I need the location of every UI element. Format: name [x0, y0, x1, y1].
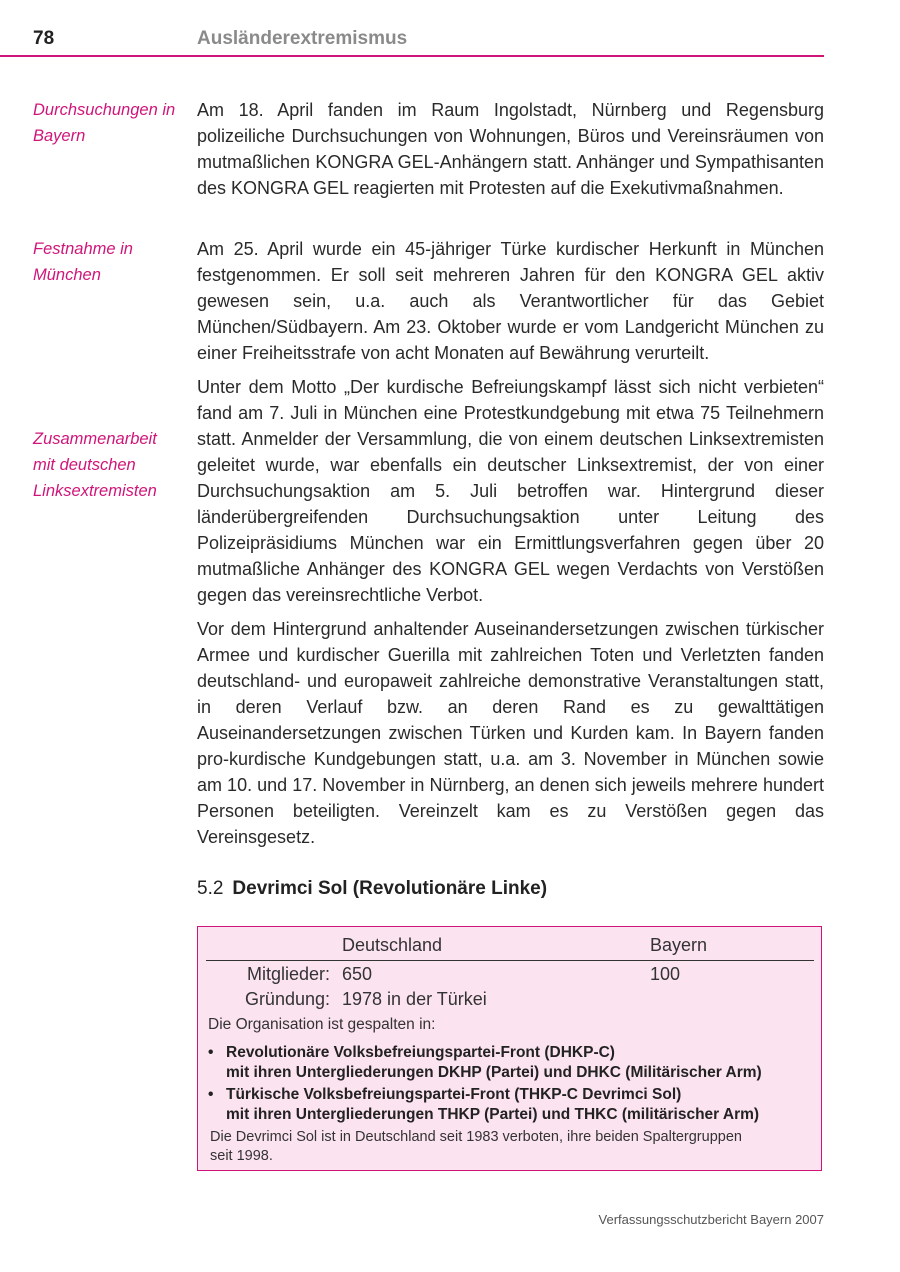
list-item-line2: mit ihren Untergliederungen THKP (Partei) und THKC (militärischer Arm): [226, 1106, 760, 1123]
paragraph-durchsuchungen: Am 18. April fanden im Raum Ingolstadt, Nürnberg und Regensburg polizeiliche Durchsuchungen von Wohnungen, Büros und Vereinsräumen von mutmaßlichen KONGRA GEL-Anhängern statt. Anhänger und Sympathisanten des KONGRA GEL reagierten mit Protesten auf die Exekutivmaßnahmen.: [197, 100, 824, 198]
chapter-title: Ausländerextremismus: [197, 28, 408, 49]
members-bavaria: 100: [650, 964, 681, 984]
founding-value: 1978 in der Türkei: [342, 989, 487, 1009]
members-germany: 650: [342, 964, 373, 984]
paragraph-protestkundgebung: Unter dem Motto „Der kurdische Befreiungskampf lässt sich nicht verbieten“ fand am 7. Juli in München eine Protestkundgebung mit etwa 75 Teilnehmern statt. Anmelder der Versammlung, die von einem deutschen Linksextremisten geleitet wurde, war ebenfalls ein deutscher Linksextremist, der von einer Durchsuchungsaktion am 5. Juli betroffen war. Hintergrund dieser länderübergreifenden Durchsuchungsaktion unter Leitung des Polizeipräsidiums München war ein Ermittlungsverfahren gegen über 20 mutmaßliche Anhänger des KONGRA GEL wegen Verdachts von Verstößen gegen das vereinsrechtliche Verbot.: [197, 377, 824, 605]
section-title: Devrimci Sol (Revolutionäre Linke): [232, 878, 548, 899]
table-header-rule: [206, 960, 814, 961]
bullet-dot: •: [208, 1086, 214, 1103]
paragraph-festnahme: Am 25. April wurde ein 45-jähriger Türke kurdischer Herkunft in München festgenommen. Er soll seit mehreren Jahren für den KONGRA GEL aktiv gewesen sein, u.a. auch als Verantwortlicher für das Gebiet München/Südbayern. Am 23. Oktober wurde er vom Landgericht München zu einer Freiheitsstrafe von acht Monaten auf Bewährung verurteilt.: [197, 239, 824, 363]
members-label: Mitglieder:: [246, 964, 330, 984]
page-number: 78: [33, 28, 55, 49]
section-heading: [197, 878, 547, 900]
list-item-text: [226, 1085, 759, 1125]
split-intro: Die Organisation ist gespalten in:: [208, 1016, 436, 1033]
info-box: [197, 926, 822, 1171]
paragraph-auseinandersetzungen: Vor dem Hintergrund anhaltender Auseinandersetzungen zwischen türkischer Armee und kurdischer Guerilla mit zahlreichen Toten und Verletzten fanden deutschland- und europaweit zahlreiche demonstrative Veranstaltungen statt, in deren Verlauf bzw. an deren Rand es zu gewalttätigen Auseinandersetzungen zwischen Türken und Kurden kam. In Bayern fanden pro-kurdische Kundgebungen statt, u.a. am 3. November in München sowie am 10. und 17. November in Nürnberg, an denen sich jeweils mehrere hundert Personen beteiligten. Vereinzelt kam es zu Verstößen gegen das Vereinsgesetz.: [197, 619, 824, 847]
bullet-dot: •: [208, 1044, 214, 1061]
header-rule: [0, 55, 824, 57]
section-number: 5.2: [197, 878, 224, 899]
founding-label: Gründung:: [244, 989, 330, 1009]
list-item-line1: Türkische Volksbefreiungspartei-Front (THKP-C Devrimci Sol): [226, 1086, 682, 1103]
column-header-bayern: Bayern: [650, 935, 708, 955]
margin-note-durchsuchungen: Durchsuchungen in Bayern: [33, 101, 176, 145]
list-item-text: [226, 1043, 762, 1083]
footer-text: Verfassungsschutzbericht Bayern 2007: [598, 1212, 824, 1227]
ban-note: Die Devrimci Sol ist in Deutschland seit 1983 verboten, ihre beiden Spaltergruppen seit 1998.: [210, 1129, 742, 1164]
list-item-line2: mit ihren Untergliederungen DKHP (Partei) und DHKC (Militärischer Arm): [226, 1064, 762, 1081]
list-item-line1: Revolutionäre Volksbefreiungspartei-Front (DHKP-C): [226, 1044, 615, 1061]
margin-note-zusammenarbeit: Zusammenarbeit mit deutschen Linksextremisten: [33, 430, 157, 500]
column-header-deutschland: Deutschland: [342, 935, 443, 955]
margin-note-festnahme: Festnahme in München: [33, 240, 133, 284]
